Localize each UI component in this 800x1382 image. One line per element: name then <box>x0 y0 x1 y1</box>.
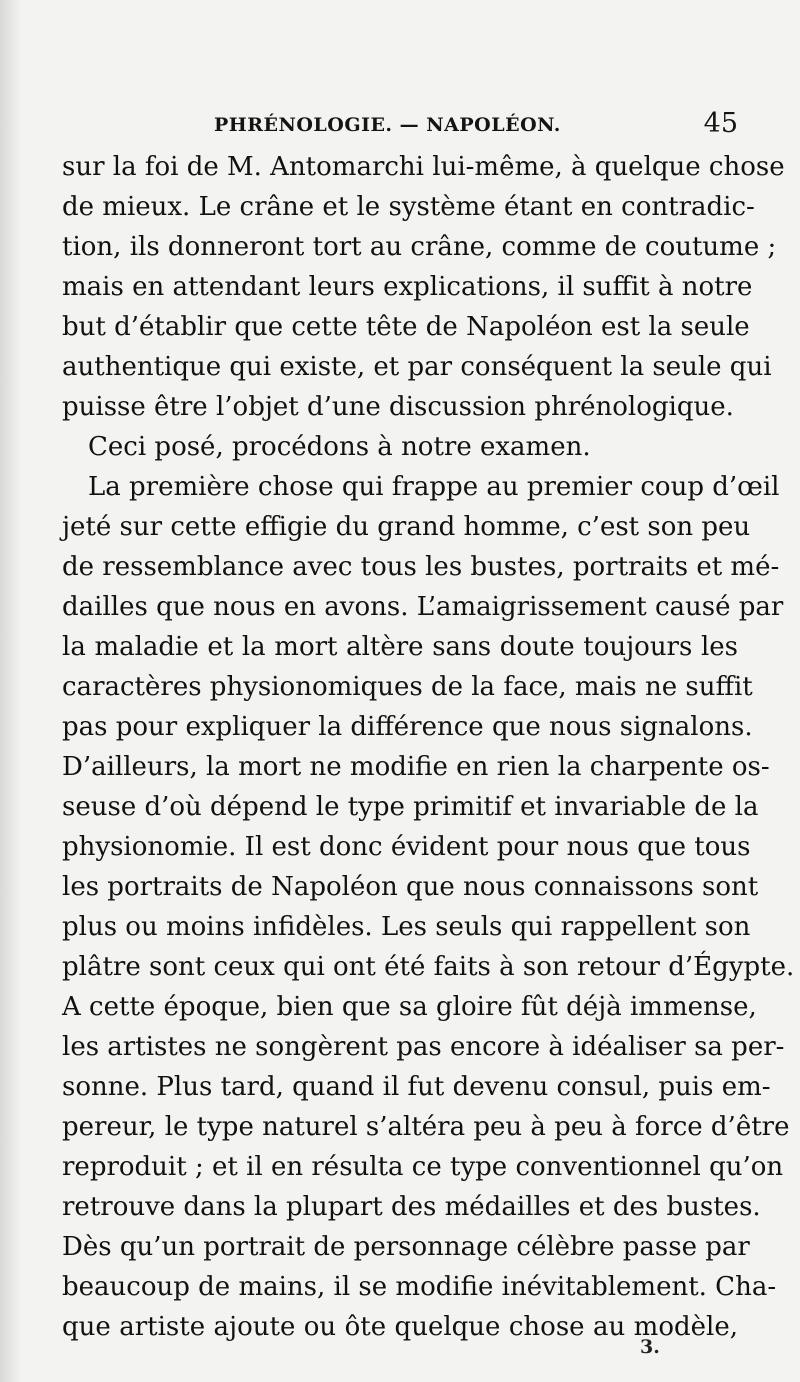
text-line: tion, ils donneront tort au crâne, comme de coutume ; <box>62 232 777 262</box>
running-title: PHRÉNOLOGIE. — NAPOLÉON. <box>214 114 561 136</box>
running-head <box>62 108 742 140</box>
text-line: jeté sur cette effigie du grand homme, c’est son peu <box>62 512 751 542</box>
text-line: plus ou moins infidèles. Les seuls qui rappellent son <box>62 912 751 942</box>
text-line: D’ailleurs, la mort ne modifie en rien la charpente os- <box>62 752 770 782</box>
text-line: de mieux. Le crâne et le système étant en contradic- <box>62 192 755 222</box>
text-line: de ressemblance avec tous les bustes, portraits et mé- <box>62 552 780 582</box>
text-line: reproduit ; et il en résulta ce type conventionnel qu’on <box>62 1152 784 1182</box>
text-line: la maladie et la mort altère sans doute toujours les <box>62 632 738 662</box>
page-number: 45 <box>703 108 738 139</box>
text-line: puisse être l’objet d’une discussion phrénologique. <box>62 392 734 422</box>
text-line: physionomie. Il est donc évident pour nous que tous <box>62 832 751 862</box>
text-line: plâtre sont ceux qui ont été faits à son retour d’Égypte. <box>62 952 795 982</box>
text-line: que artiste ajoute ou ôte quelque chose au modèle, <box>62 1312 738 1342</box>
body-text <box>62 147 795 1347</box>
text-line: retrouve dans la plupart des médailles et des bustes. <box>62 1192 761 1222</box>
text-line: sur la foi de M. Antomarchi lui-même, à quelque chose <box>62 152 785 182</box>
text-line: dailles que nous en avons. L’amaigrissement causé par <box>62 592 784 622</box>
text-line: les artistes ne songèrent pas encore à idéaliser sa per- <box>62 1032 785 1062</box>
text-line: La première chose qui frappe au premier coup d’œil <box>88 472 780 502</box>
text-line: mais en attendant leurs explications, il suffit à notre <box>62 272 753 302</box>
text-line: caractères physionomiques de la face, mais ne suffit <box>62 672 753 702</box>
text-line: Ceci posé, procédons à notre examen. <box>88 432 591 462</box>
text-line: Dès qu’un portrait de personnage célèbre passe par <box>62 1232 750 1262</box>
text-line: authentique qui existe, et par conséquent la seule qui <box>62 352 772 382</box>
text-line: beaucoup de mains, il se modifie inévitablement. Cha- <box>62 1272 777 1302</box>
text-line: seuse d’où dépend le type primitif et invariable de la <box>62 792 759 822</box>
text-line: pereur, le type naturel s’altéra peu à peu à force d’être <box>62 1112 790 1142</box>
text-line: but d’établir que cette tête de Napoléon est la seule <box>62 312 750 342</box>
text-line: pas pour expliquer la différence que nous signalons. <box>62 712 753 742</box>
signature-mark: 3. <box>640 1336 660 1358</box>
text-line: A cette époque, bien que sa gloire fût déjà immense, <box>62 992 757 1022</box>
scan-edge-shadow <box>0 0 22 1382</box>
text-line: les portraits de Napoléon que nous connaissons sont <box>62 872 759 902</box>
text-line: sonne. Plus tard, quand il fut devenu consul, puis em- <box>62 1072 771 1102</box>
